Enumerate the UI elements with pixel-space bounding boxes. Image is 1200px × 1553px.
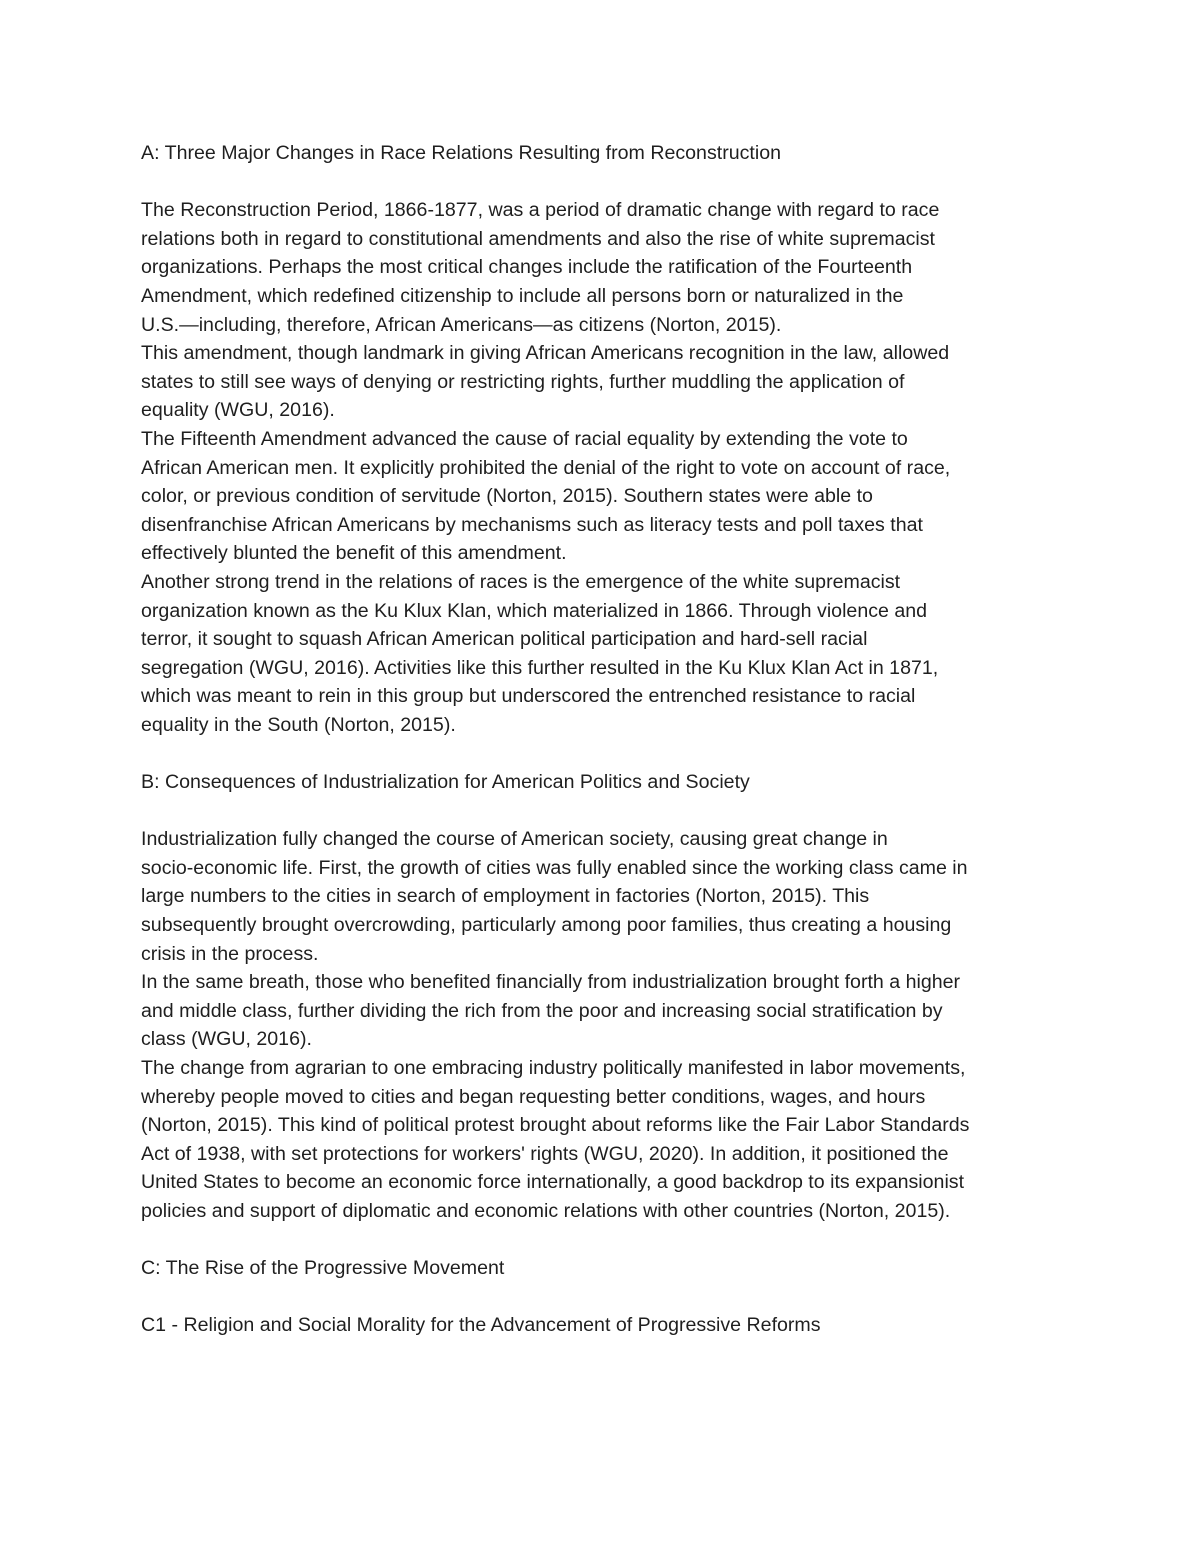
spacer — [141, 1283, 1061, 1312]
document-body — [141, 139, 1061, 1340]
section-b-heading: B: Consequences of Industrialization for American Politics and Society — [141, 771, 750, 794]
spacer — [141, 168, 1061, 197]
section-c-heading: C: The Rise of the Progressive Movement — [141, 1257, 505, 1280]
section-a-paragraph-1: The Reconstruction Period, 1866-1877, was a period of dramatic change with regard to race relations both in regard to constitutional amendments and also the rise of white supremacist organizations. Perhaps the most critical changes include the ratification of the Fourteenth Amendment, which redefined citizenship to include all persons born or naturalized in the U.S.—including, therefore, African Americans—as citizens (Norton, 2015). — [141, 199, 940, 336]
section-c1-heading: C1 - Religion and Social Morality for the Advancement of Progressive Reforms — [141, 1314, 821, 1337]
section-a-paragraph-2: This amendment, though landmark in giving African Americans recognition in the law, allowed states to still see ways of denying or restricting rights, further muddling the application of equality (WGU, 2016). — [141, 342, 950, 422]
spacer — [141, 739, 1061, 768]
section-a-paragraph-3: The Fifteenth Amendment advanced the cause of racial equality by extending the vote to African American men. It explicitly prohibited the denial of the right to vote on account of race, color, or previous condition of servitude (Norton, 2015). Southern states were able to disenfranchise African Americans by mechanisms such as literacy tests and poll taxes that effectively blunted the benefit of this amendment. — [141, 427, 951, 565]
section-a-heading: A: Three Major Changes in Race Relations Resulting from Reconstruction — [141, 142, 782, 164]
section-b-paragraph-2: In the same breath, those who benefited financially from industrialization brought forth a higher and middle class, further dividing the rich from the poor and increasing social stratification by class (WGU, 2016). — [141, 971, 961, 1051]
section-b-paragraph-1: Industrialization fully changed the course of American society, causing great change in socio-economic life. First, the growth of cities was fully enabled since the working class came in large numbers to the cities in search of employment in factories (Norton, 2015). This subsequently brought overcrowding, particularly among poor families, thus creating a housing crisis in the process. — [141, 828, 968, 965]
spacer — [141, 1226, 1061, 1255]
section-a-paragraph-4: Another strong trend in the relations of races is the emergence of the white supremacist organization known as the Ku Klux Klan, which materialized in 1866. Through violence and terror, it sought to squash African American political participation and hard-sell racial segregation (WGU, 2016). Activities like this further resulted in the Ku Klux Klan Act in 1871, which was meant to rein in this group but underscored the entrenched resistance to racial equality in the South (Norton, 2015). — [141, 570, 939, 736]
section-b-paragraph-3: The change from agrarian to one embracing industry politically manifested in labor movements, whereby people moved to cities and began requesting better conditions, wages, and hours (Norton, 2015). This kind of political protest brought about reforms like the Fair Labor Standards Act of 1938, with set protections for workers' rights (WGU, 2020). In addition, it positioned the United States to become an economic force internationally, a good backdrop to its expansionist policies and support of diplomatic and economic relations with other countries (Norton, 2015). — [141, 1057, 970, 1222]
spacer — [141, 797, 1061, 826]
